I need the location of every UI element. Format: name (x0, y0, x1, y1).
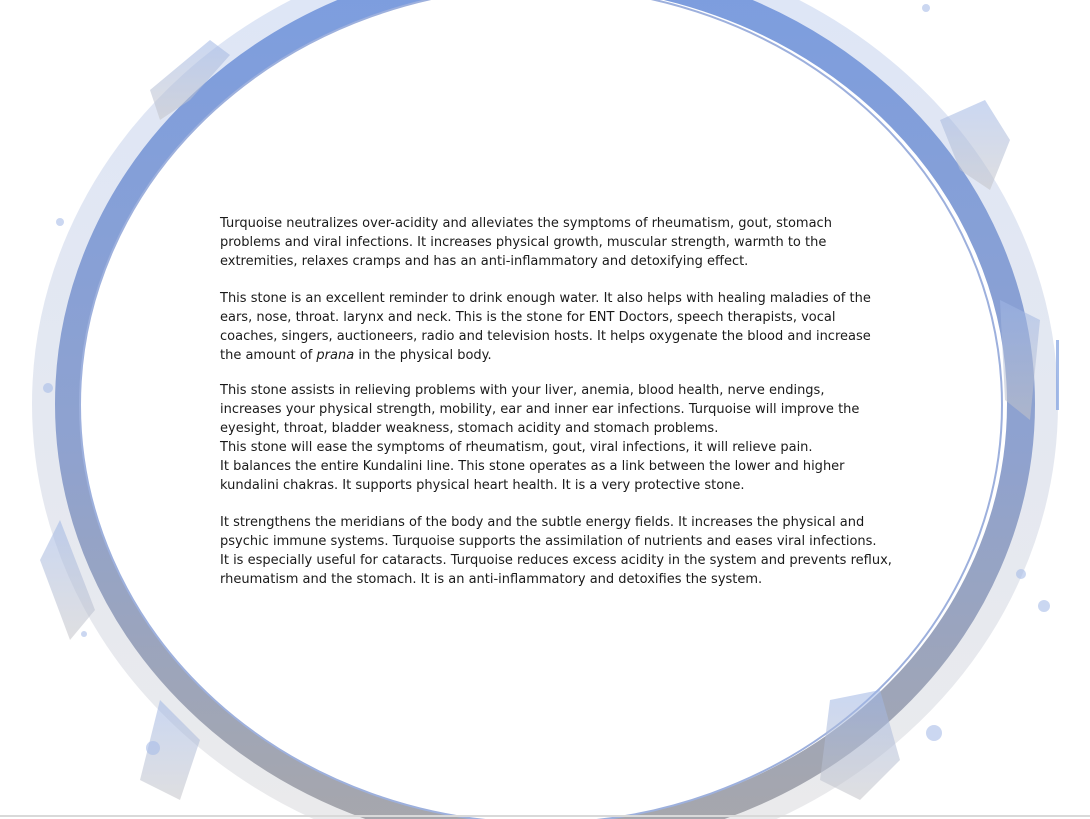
text-line: increases your physical strength, mobility, ear and inner ear infections. Turquoise will improve the (220, 402, 860, 417)
text-line: It is especially useful for cataracts. Turquoise reduces excess acidity in the system and prevents reflux, (220, 553, 892, 568)
text-line: extremities, relaxes cramps and has an anti-inflammatory and detoxifying effect. (220, 254, 749, 269)
paragraph-3 (220, 381, 870, 495)
text-line: This stone will ease the symptoms of rheumatism, gout, viral infections, it will relieve pain. (220, 440, 813, 455)
paragraph-4 (220, 513, 892, 589)
italic-term: prana (316, 348, 355, 363)
text-segment: the amount of (220, 348, 317, 363)
text-line: rheumatism and the stomach. It is an anti-inflammatory and detoxifies the system. (220, 572, 763, 587)
text-segment: in the physical body. (354, 348, 492, 363)
text-line: problems and viral infections. It increases physical growth, muscular strength, warmth to the (220, 235, 827, 250)
paragraph-1 (220, 214, 870, 271)
text-line-with-italic (220, 346, 870, 365)
text-line: psychic immune systems. Turquoise supports the assimilation of nutrients and eases viral infections. (220, 534, 877, 549)
text-line: It strengthens the meridians of the body and the subtle energy fields. It increases the physical and (220, 515, 865, 530)
text-line: ears, nose, throat. larynx and neck. This is the stone for ENT Doctors, speech therapists, vocal (220, 310, 836, 325)
text-line: coaches, singers, auctioneers, radio and television hosts. It helps oxygenate the blood and increase (220, 329, 871, 344)
page-bottom-divider (0, 815, 1090, 817)
text-line: It balances the entire Kundalini line. This stone operates as a link between the lower and higher (220, 459, 845, 474)
text-line: kundalini chakras. It supports physical heart health. It is a very protective stone. (220, 478, 745, 493)
document-body (220, 214, 892, 589)
text-line: eyesight, throat, bladder weakness, stomach acidity and stomach problems. (220, 421, 719, 436)
text-line: This stone is an excellent reminder to drink enough water. It also helps with healing maladies of the (220, 291, 871, 306)
text-line: Turquoise neutralizes over-acidity and alleviates the symptoms of rheumatism, gout, stomach (220, 216, 832, 231)
text-line: This stone assists in relieving problems with your liver, anemia, blood health, nerve endings, (220, 383, 825, 398)
paragraph-2 (220, 289, 870, 365)
